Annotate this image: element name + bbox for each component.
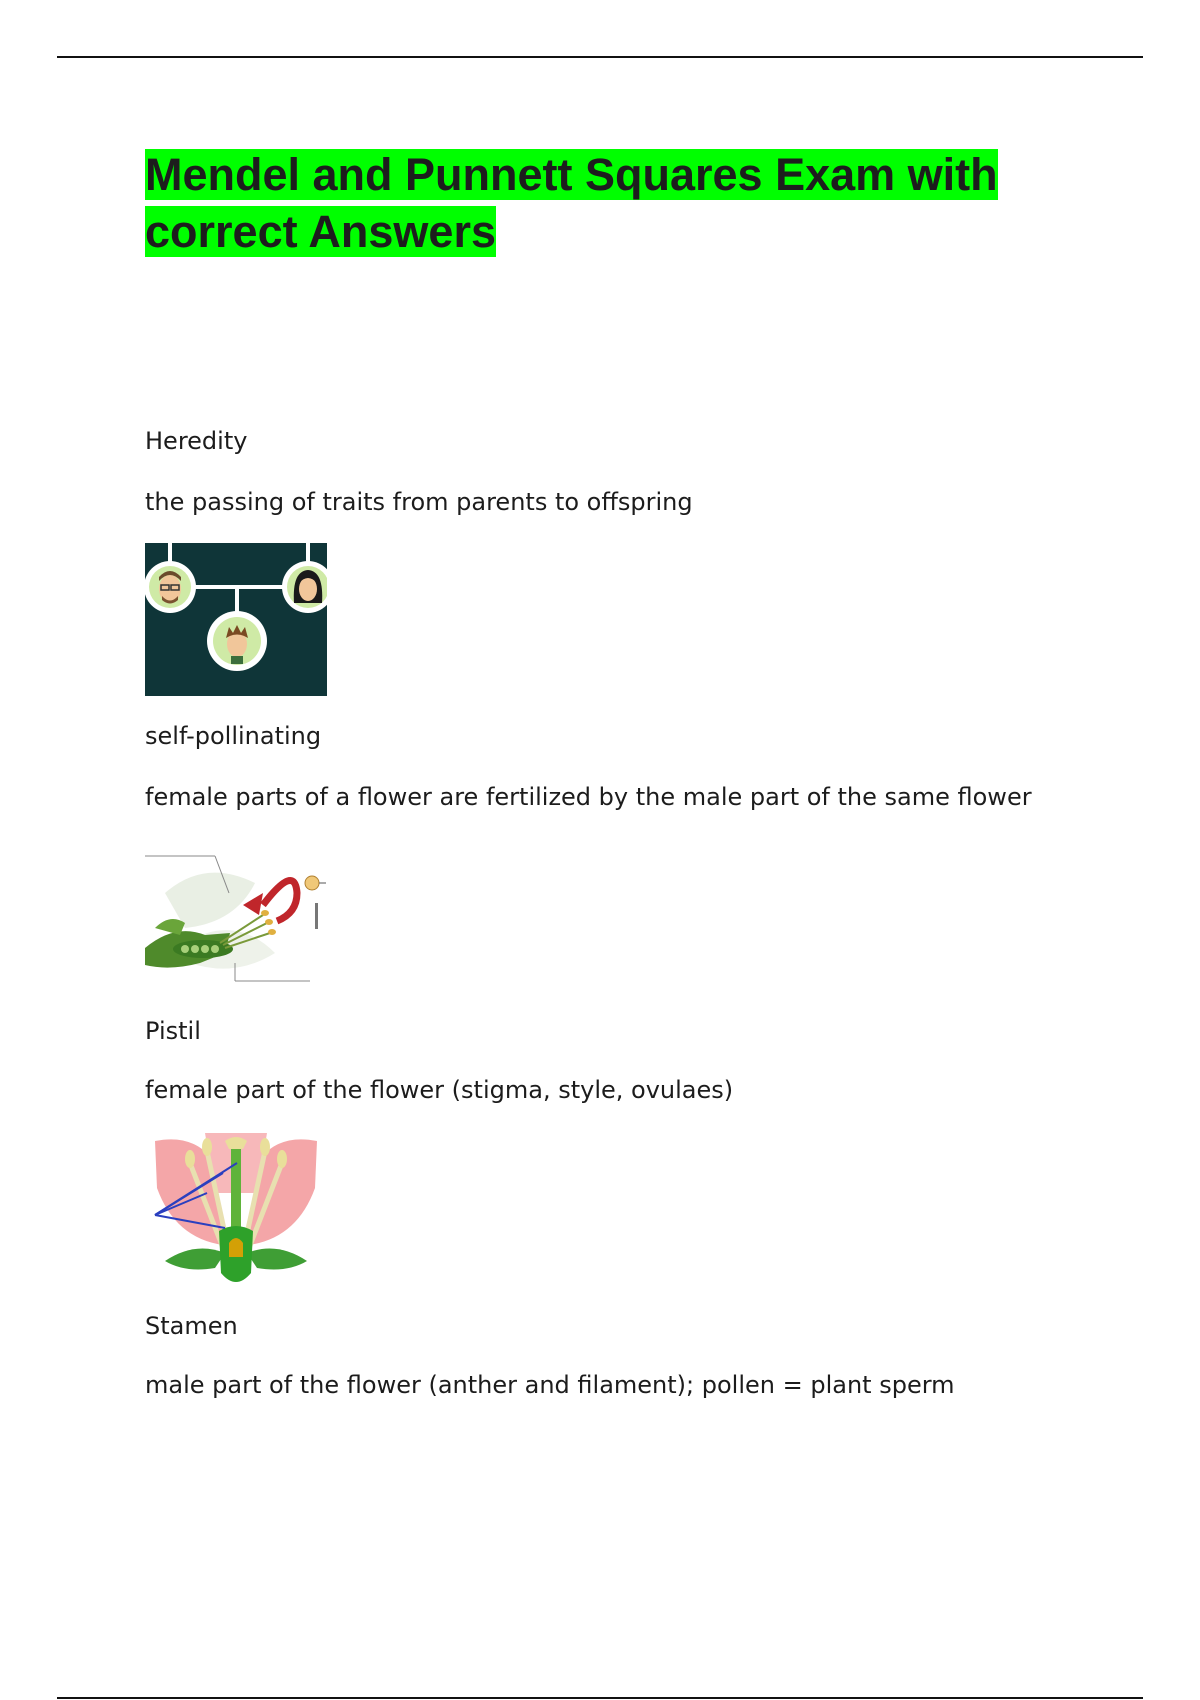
- self-pollination-diagram: [145, 853, 327, 990]
- term-self-pollinating: self-pollinating: [145, 722, 322, 750]
- header-rule: [57, 56, 1143, 58]
- title-block: [145, 146, 1075, 260]
- definition-self-pollinating: female parts of a flower are fertilized by the male part of the same flower: [145, 783, 1032, 811]
- definition-stamen: male part of the flower (anther and filament); pollen = plant sperm: [145, 1371, 955, 1399]
- footer-rule: [57, 1697, 1143, 1699]
- family-tree-icon: [145, 543, 327, 696]
- term-pistil: Pistil: [145, 1017, 201, 1045]
- flower-pistil-diagram: [145, 1133, 327, 1288]
- definition-pistil: female part of the flower (stigma, style, ovulaes): [145, 1076, 734, 1104]
- title-highlight: Mendel and Punnett Squares Exam with correct Answers: [145, 149, 998, 257]
- page-title: [145, 146, 1075, 260]
- definition-heredity: the passing of traits from parents to offspring: [145, 488, 693, 516]
- term-stamen: Stamen: [145, 1312, 238, 1340]
- term-heredity: Heredity: [145, 427, 248, 455]
